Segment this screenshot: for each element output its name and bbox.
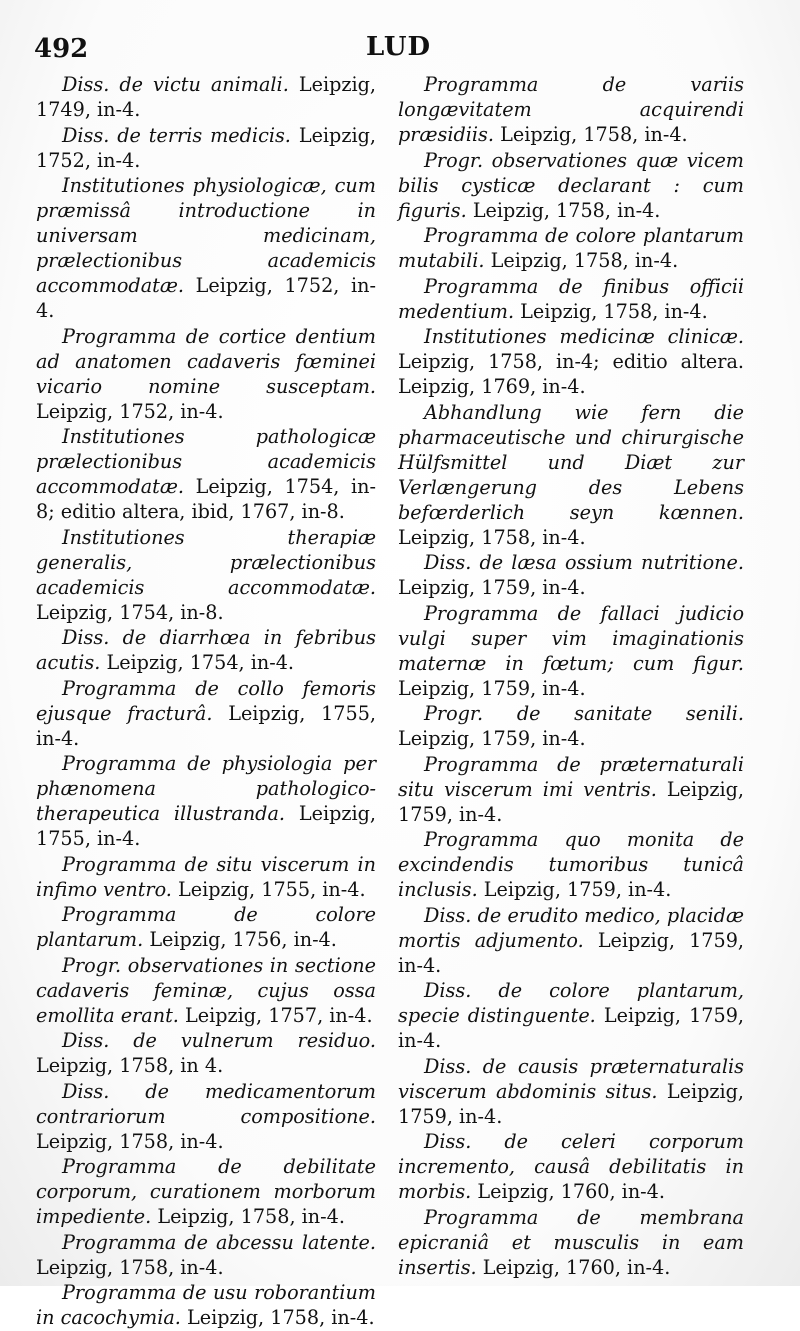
entry-details: Leipzig, 1758, in-4. (500, 123, 688, 146)
running-head: LUD (366, 32, 432, 62)
entry-title: Diss. de læsa ossium nutritione. (424, 551, 744, 574)
bibliography-entry (36, 72, 376, 122)
bibliography-entry (36, 852, 376, 902)
entry-title: Programma de colore plantarum mutabili. (398, 224, 744, 272)
bibliography-entry (36, 1154, 376, 1229)
entry-title: Institutiones medicinæ clinicæ. (424, 325, 744, 348)
entry-title: Programma de membrana epicraniâ et musculis in eam insertis. (398, 1205, 744, 1279)
bibliography-entry (36, 625, 376, 675)
bibliography-entry (398, 701, 744, 751)
entry-title: Diss. de diarrhœa in febribus acutis. (36, 626, 376, 674)
entry-title: Programma de collo femoris ejusque fracturâ. (36, 676, 376, 725)
entry-details: Leipzig, 1754, in-4. (106, 651, 295, 674)
entry-title: Progr. de sanitate senili. (424, 702, 744, 725)
bibliography-entry (398, 1054, 744, 1129)
entry-details: Leipzig, 1752, in-4. (36, 123, 376, 172)
entry-details: Leipzig, 1756, in-4. (149, 928, 337, 951)
bibliography-entry (398, 752, 744, 827)
bibliography-entry (398, 223, 744, 273)
entry-title: Programma de fallaci judicio vulgi super vim imaginationis maternæ in fœtum; cum figur. (398, 601, 744, 675)
entry-details: Leipzig, 1759, in-4. (398, 777, 744, 826)
entry-details: Leipzig, 1755, in-4. (36, 802, 376, 850)
entry-details: Leipzig, 1758, in-4. (472, 198, 661, 222)
entry-title: Diss. de causis præternaturalis viscerum abdominis situs. (398, 1054, 744, 1103)
entry-title: Programma de debilitate corporum, curationem morborum impediente. (36, 1155, 376, 1228)
entry-details: Leipzig, 1758, in-4. (36, 1255, 224, 1279)
entry-details: Leipzig, 1754, in-8. (36, 600, 224, 624)
entry-details: Leipzig, 1758, in-4; editio altera. Leipzig, 1769, in-4. (398, 350, 744, 398)
entry-title: Programma de cortice dentium ad anatomen cadaveris fœminei vicario nomine susceptam. (36, 324, 376, 398)
entry-details: Leipzig, 1758, in-4. (398, 525, 586, 549)
entry-details: Leipzig, 1758, in-4. (157, 1205, 345, 1228)
entry-title: Programma de abcessu latente. (62, 1230, 376, 1254)
bibliography-entry (36, 123, 376, 173)
bibliography-entry (36, 676, 376, 751)
entry-details: Leipzig, 1759, in-4. (398, 727, 586, 750)
entry-details: Leipzig, 1759, in-4. (398, 576, 586, 599)
right-column (398, 72, 744, 1280)
bibliography-entry (36, 525, 376, 625)
bibliography-entry (398, 400, 744, 550)
bibliography-entry (36, 751, 376, 851)
entry-title: Programma de finibus officii medentium. (398, 274, 744, 323)
entry-details: Leipzig, 1755, in-4. (178, 877, 366, 901)
entry-title: Programma de colore plantarum. (36, 903, 376, 951)
bibliography-entry (36, 902, 376, 952)
entry-details: Leipzig, 1759, in-4. (398, 928, 744, 977)
bibliography-entry (398, 274, 744, 324)
bibliography-entry (398, 148, 744, 223)
bibliography-entry (398, 72, 744, 147)
bibliography-entry (398, 1205, 744, 1280)
bibliography-entry (36, 1079, 376, 1154)
entry-details: Leipzig, 1758, in-4. (520, 299, 708, 323)
bibliography-entry (398, 1129, 744, 1204)
entry-title: Diss. de erudito medico, placidæ mortis adjumento. (398, 903, 744, 952)
entry-details: Leipzig, 1760, in-4. (477, 1180, 665, 1203)
entry-title: Programma de præternaturali situ viscerum imi ventris. (398, 752, 744, 801)
entry-details: Leipzig, 1758, in-4. (36, 1129, 224, 1153)
page-number: 492 (34, 34, 89, 64)
entry-details: Leipzig, 1755, in-4. (36, 701, 376, 750)
bibliography-entry (398, 550, 744, 600)
entry-details: Leipzig, 1760, in-4. (482, 1255, 671, 1279)
entry-details: Leipzig, 1758, in 4. (36, 1054, 224, 1077)
entry-title: Institutiones physiologicæ, cum præmissâ introductione in universam medicinam, prælectionibus academicis accommodatæ. (36, 174, 376, 297)
entry-details: Leipzig, 1759, in-4. (398, 1004, 744, 1052)
entry-details: Leipzig, 1758, in-4. (187, 1306, 375, 1329)
entry-details: Leipzig, 1752, in-4. (36, 274, 376, 322)
entry-details: Leipzig, 1759, in-4. (398, 676, 586, 700)
entry-title: Programma de usu roborantium in cacochymia. (36, 1281, 376, 1329)
entry-title: Diss. de celeri corporum incremento, causâ debilitatis in morbis. (398, 1130, 744, 1203)
bibliography-entry (398, 324, 744, 399)
bibliography-entry (398, 903, 744, 978)
entry-title: Institutiones therapiæ generalis, prælectionibus academicis accommodatæ. (36, 525, 376, 599)
entry-title: Diss. de medicamentorum contrariorum compositione. (36, 1079, 376, 1128)
entry-title: Programma de variis longævitatem acquirendi præsidiis. (398, 73, 744, 146)
entry-title: Institutiones pathologicæ prælectionibus academicis accommodatæ. (36, 425, 376, 498)
bibliography-entry (36, 1230, 376, 1280)
bibliography-entry (36, 1280, 376, 1330)
bibliography-entry (398, 601, 744, 701)
entry-title: Programma quo monita de excindendis tumoribus tunicâ inclusis. (398, 828, 744, 901)
entry-details: Leipzig, 1752, in-4. (36, 399, 224, 423)
entry-title: Diss. de colore plantarum, specie distinguente. (398, 979, 744, 1027)
entry-title: Progr. observationes in sectione cadaveris feminæ, cujus ossa emollita erant. (36, 953, 376, 1027)
left-column (36, 72, 376, 1331)
entry-title: Programma de situ viscerum in infimo ventro. (36, 852, 376, 901)
entry-details: Leipzig, 1758, in-4. (490, 249, 679, 272)
entry-title: Diss. de vulnerum residuo. (62, 1029, 376, 1052)
entry-title: Diss. de terris medicis. (62, 123, 291, 147)
bibliography-entry (36, 173, 376, 323)
entry-title: Diss. de victu animali. (62, 73, 289, 96)
entry-details: Leipzig, 1759, in-4. (398, 1079, 744, 1128)
bibliography-entry (398, 978, 744, 1053)
bibliography-entry (36, 424, 376, 524)
bibliography-entry (36, 324, 376, 424)
entry-details: Leipzig, 1759, in-4. (483, 878, 672, 901)
entry-title: Programma de physiologia per phænomena pathologico-therapeutica illustranda. (36, 752, 376, 825)
bibliography-entry (398, 827, 744, 902)
bibliography-entry (36, 953, 376, 1028)
entry-details: Leipzig, 1749, in-4. (36, 73, 376, 121)
bibliography-entry (36, 1028, 376, 1078)
entry-title: Progr. observationes quæ vicem bilis cysticæ declarant : cum figuris. (398, 148, 744, 222)
entry-title: Abhandlung wie fern die pharmaceutische und chirurgische Hülfsmittel und Diæt zur Verlængerung des Lebens befœrderlich seyn kœnnen. (398, 400, 744, 524)
entry-details: Leipzig, 1757, in-4. (185, 1003, 373, 1027)
entry-details: Leipzig, 1754, in-8; editio altera, ibid, 1767, in-8. (36, 475, 376, 523)
